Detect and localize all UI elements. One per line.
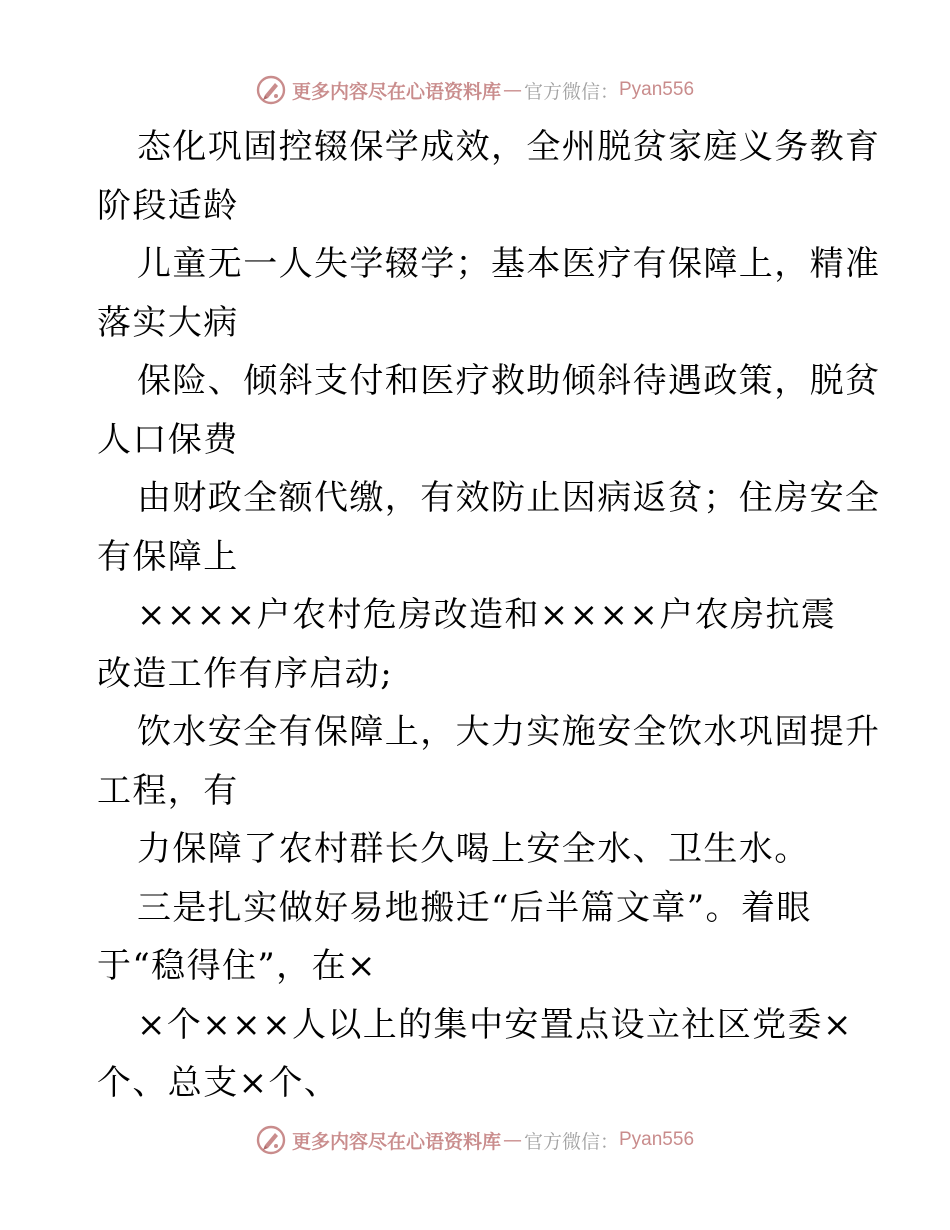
text-line: 工程，有 bbox=[97, 770, 239, 811]
text-line: 于“稳得住”，在× bbox=[97, 946, 377, 986]
text-line: 三是扎实做好易地搬迁“后半篇文章”。着眼 bbox=[137, 887, 812, 928]
watermark-dash: — bbox=[502, 1129, 522, 1151]
text-line: 改造工作有序启动; bbox=[97, 653, 394, 694]
text-line: 人口保费 bbox=[97, 419, 239, 460]
text-line: ×个×××人以上的集中安置点设立社区党委× bbox=[137, 1004, 853, 1045]
watermark-label: 官方微信： bbox=[523, 80, 619, 103]
text-line: 力保障了农村群长久喝上安全水、卫生水。 bbox=[137, 829, 810, 869]
text-line: 儿童无一人失学辍学；基本医疗有保障上，精准 bbox=[137, 244, 881, 284]
watermark-text: 更多内容尽在心语资料库 bbox=[291, 80, 501, 103]
text-line: ××××户农村危房改造和××××户农房抗震 bbox=[137, 595, 837, 635]
text-line: 饮水安全有保障上，大力实施安全饮水巩固提升 bbox=[137, 712, 881, 752]
text-line: 由财政全额代缴，有效防止因病返贫；住房安全 bbox=[137, 478, 881, 518]
text-line: 个、总支×个、 bbox=[97, 1063, 340, 1103]
text-line: 阶段适龄 bbox=[97, 185, 239, 226]
text-line: 态化巩固控辍保学成效，全州脱贫家庭义务教育 bbox=[137, 127, 881, 167]
header-watermark bbox=[0, 70, 950, 110]
text-line: 落实大病 bbox=[97, 302, 239, 343]
document-body bbox=[97, 118, 881, 1113]
text-line: 保险、倾斜支付和医疗救助倾斜待遇政策，脱贫 bbox=[137, 361, 881, 401]
watermark-id: Pyan556 bbox=[619, 1129, 695, 1150]
text-line: 有保障上 bbox=[97, 536, 239, 577]
pen-nib-logo-icon bbox=[256, 1125, 286, 1155]
footer-watermark bbox=[0, 1120, 950, 1160]
pen-nib-logo-icon bbox=[256, 75, 286, 105]
watermark-text: 更多内容尽在心语资料库 bbox=[291, 1130, 501, 1153]
watermark-label: 官方微信： bbox=[523, 1130, 619, 1153]
watermark-id: Pyan556 bbox=[619, 79, 695, 100]
watermark-dash: — bbox=[502, 79, 522, 101]
